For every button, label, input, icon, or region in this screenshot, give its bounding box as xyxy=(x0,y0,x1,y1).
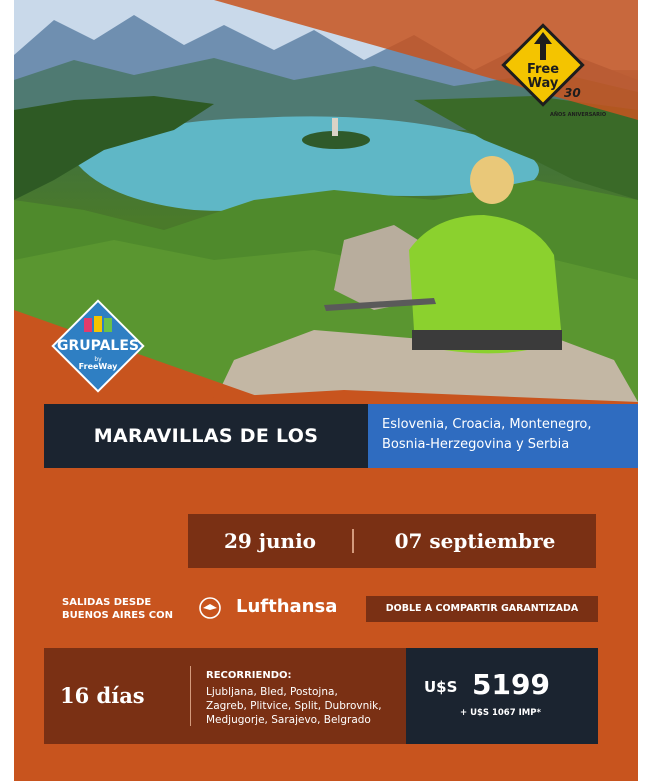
grupales-title: GRUPALES xyxy=(56,338,140,354)
grupales-company: FreeWay xyxy=(78,362,118,371)
anniversary-text: AÑOS ANIVERSARIO xyxy=(550,112,607,118)
price-taxes: + U$S 1067 IMP* xyxy=(460,708,541,718)
freeway-word-free: Free xyxy=(526,62,560,77)
grupales-badge xyxy=(50,298,146,394)
hero-photo-lake-bled xyxy=(14,0,638,402)
itinerary-divider xyxy=(190,666,191,726)
grupales-by: by xyxy=(94,356,102,363)
itinerary-box xyxy=(44,648,598,744)
price-amount: 5199 xyxy=(472,668,550,701)
guarantee-box xyxy=(366,596,598,622)
departure-line-2: BUENOS AIRES CON xyxy=(62,610,174,621)
countries-line-2: Bosnia-Herzegovina y Serbia xyxy=(382,437,570,452)
route-line-2: Zagreb, Plitvice, Split, Dubrovnik, xyxy=(206,700,382,712)
countries-line-1: Eslovenia, Croacia, Montenegro, xyxy=(382,417,592,432)
departure-line-1: SALIDAS DESDE xyxy=(62,597,152,608)
price-box xyxy=(406,648,598,744)
airline-name: Lufthansa xyxy=(236,596,338,617)
duration: 16 días xyxy=(60,683,145,708)
route-line-1: Ljubljana, Bled, Postojna, xyxy=(206,686,338,698)
freeway-30-badge xyxy=(500,22,607,118)
guarantee-text: DOBLE A COMPARTIR GARANTIZADA xyxy=(385,603,579,614)
travel-poster xyxy=(14,0,638,781)
tour-title: MARAVILLAS DE LOS xyxy=(93,425,319,447)
title-band xyxy=(44,404,638,468)
anniversary-number: 30 xyxy=(564,86,581,100)
departure-dates xyxy=(188,514,596,568)
itinerary-heading: RECORRIENDO: xyxy=(206,670,292,681)
freeway-word-way: Way xyxy=(527,76,559,91)
date-second: 07 septiembre xyxy=(394,529,556,553)
tour-title-box xyxy=(44,404,368,468)
crane-logo-icon xyxy=(198,596,222,620)
countries-box xyxy=(368,404,638,468)
date-first: 29 junio xyxy=(223,529,317,553)
route-line-3: Medjugorje, Sarajevo, Belgrado xyxy=(206,714,371,726)
departure-info xyxy=(62,596,173,622)
price-currency: U$S xyxy=(424,678,458,696)
